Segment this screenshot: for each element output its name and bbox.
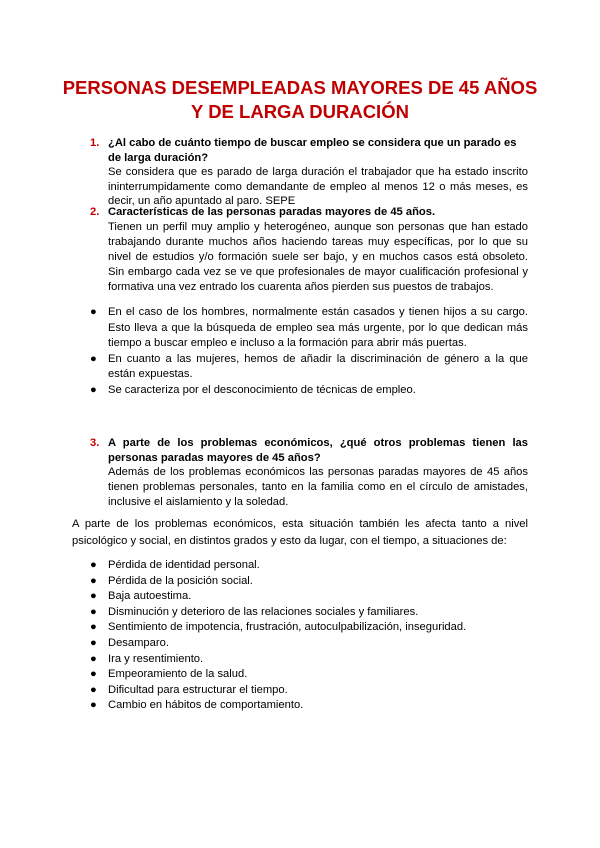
bullet-icon: ● bbox=[90, 699, 97, 712]
section-heading: Características de las personas paradas mayores de 45 años. bbox=[108, 206, 436, 218]
section-3 bbox=[90, 436, 528, 510]
bullet-icon: ● bbox=[90, 636, 97, 649]
list-item: ● Desamparo. bbox=[90, 636, 528, 652]
list-item: ● Empeoramiento de la salud. bbox=[90, 667, 528, 683]
list-item: ● Ira y resentimiento. bbox=[90, 652, 528, 668]
section-1 bbox=[90, 136, 528, 209]
section-number: 3. bbox=[90, 437, 100, 449]
list-item: ● Dificultad para estructurar el tiempo. bbox=[90, 683, 528, 699]
section-2-bullet-list bbox=[90, 305, 528, 399]
bullet-icon: ● bbox=[90, 559, 97, 571]
bullet-icon: ● bbox=[90, 652, 97, 665]
bullet-icon: ● bbox=[90, 590, 97, 603]
list-item: ● Pérdida de identidad personal. bbox=[90, 558, 528, 574]
section-body: Además de los problemas económicos las personas paradas mayores de 45 años tienen problemas personales, tanto en la familia como en el círculo de amistades, inclusive el aislamiento y la soledad. bbox=[108, 466, 528, 509]
list-item: ● En cuanto a las mujeres, hemos de añadir la discriminación de género a la que están expuestas. bbox=[90, 352, 528, 381]
list-item: ● Se caracteriza por el desconocimiento de técnicas de empleo. bbox=[90, 383, 528, 399]
list-item: ● Sentimiento de impotencia, frustración, autoculpabilización, inseguridad. bbox=[90, 620, 528, 636]
section-body: Tienen un perfil muy amplio y heterogéneo, aunque son personas que han estado trabajando durante muchos años haciendo tareas muy específicas, por lo que su nivel de estudios y/o formación suele ser bajo, y en muchos casos está obsoleto. Sin embargo cada vez se ve que profesionales de mayor cualificación profesional y formativa una vez entrado los cuarenta años pierden sus puestos de trabajos. bbox=[108, 220, 528, 294]
bullet-icon: ● bbox=[90, 383, 97, 396]
bullet-icon: ● bbox=[90, 605, 97, 618]
bullet-icon: ● bbox=[90, 306, 97, 318]
bullet-icon: ● bbox=[90, 352, 97, 365]
intro-paragraph: A parte de los problemas económicos, esta situación también les afecta tanto a nivel psicológico y social, en distintos grados y esto da lugar, con el tiempo, a situaciones de: bbox=[72, 518, 528, 547]
bullet-icon: ● bbox=[90, 668, 97, 681]
bullet-icon: ● bbox=[90, 621, 97, 634]
list-item: ● Baja autoestima. bbox=[90, 589, 528, 605]
section-number: 1. bbox=[90, 137, 100, 149]
consequences-bullet-list bbox=[90, 558, 528, 714]
bullet-icon: ● bbox=[90, 574, 97, 587]
section-number: 2. bbox=[90, 206, 100, 218]
list-item: ● Pérdida de la posición social. bbox=[90, 574, 528, 590]
page-title: PERSONAS DESEMPLEADAS MAYORES DE 45 AÑOS Y DE LARGA DURACIÓN bbox=[62, 77, 538, 122]
section-heading: ¿Al cabo de cuánto tiempo de buscar empleo se considera que un parado es de larga duración? bbox=[108, 137, 517, 164]
list-item: ● En el caso de los hombres, normalmente están casados y tienen hijos a su cargo. Esto lleva a que la búsqueda de empleo sea más urgente, por lo que dedican más tiempo a buscar empleo e incluso a la formación para abrir más puertas. bbox=[90, 306, 528, 350]
section-2 bbox=[90, 205, 528, 296]
list-item: ● Disminución y deterioro de las relaciones sociales y familiares. bbox=[90, 605, 528, 621]
bullet-icon: ● bbox=[90, 683, 97, 696]
section-heading: A parte de los problemas económicos, ¿qué otros problemas tienen las personas paradas mayores de 45 años? bbox=[108, 437, 528, 464]
list-item: ● Cambio en hábitos de comportamiento. bbox=[90, 698, 528, 714]
section-body: Se considera que es parado de larga duración el trabajador que ha estado inscrito ininterrumpidamente como demandante de empleo al menos 12 o más meses, es decir, un año apuntado al paro. SEPE bbox=[108, 166, 528, 208]
